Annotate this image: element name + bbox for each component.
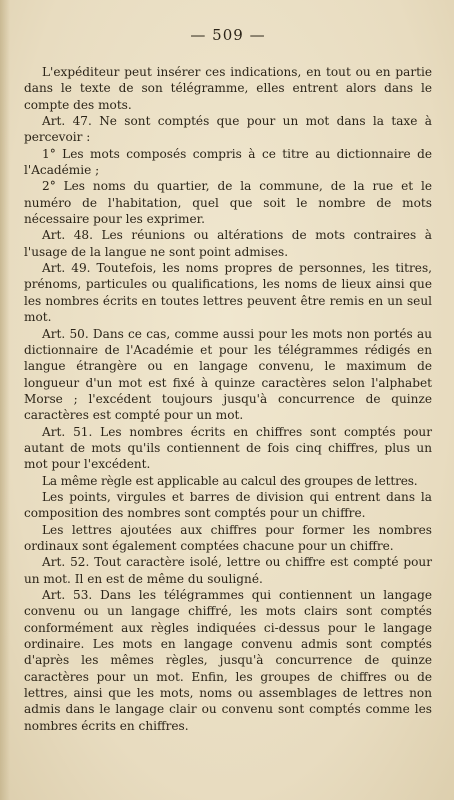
paragraph-art-50: Art. 50. Dans ce cas, comme aussi pour les mots non portés au dictionnaire de l'Académie et pour les télégrammes rédigés en langue étrangère ou en langage convenu, le maximum de longueur d'un mot est fixé à quinze caractères selon l'alphabet Morse ; l'excédent toujours jusqu'à concurrence de quinze caractères est compté pour un mot. — [24, 326, 432, 423]
paragraph-points-virgules: Les points, virgules et barres de division qui entrent dans la composition des nombres sont comptés pour un chiffre. — [24, 489, 432, 521]
paragraph-groupes-de-lettres: La même règle est applicable au calcul des groupes de lettres. — [42, 473, 418, 488]
paragraph-art-51: Art. 51. Les nombres écrits en chiffres sont comptés pour autant de mots qu'ils contiennent de fois cinq chiffres, plus un mot pour l'excédent. — [24, 424, 432, 472]
paragraph-art-52: Art. 52. Tout caractère isolé, lettre ou chiffre est compté pour un mot. Il en est de même du souligné. — [24, 555, 432, 586]
paragraph-art-49: Art. 49. Toutefois, les noms propres de personnes, les titres, prénoms, particules ou qualifications, les noms de lieux ainsi que les nombres écrits en toutes lettres peuvent être remis en un seul mot. — [24, 261, 432, 325]
paragraph-art-47: Art. 47. Ne sont comptés que pour un mot dans la taxe à percevoir : — [24, 114, 432, 145]
paragraph-art-47-item-1: 1° Les mots composés compris à ce titre au dictionnaire de l'Académie ; — [24, 146, 432, 178]
paragraph-art-48: Art. 48. Les réunions ou altérations de mots contraires à l'usage de la langue ne sont point admises. — [24, 228, 432, 259]
page-body — [24, 64, 432, 734]
page-number: — 509 — — [190, 26, 266, 44]
paragraph-art-47-item-2: 2° Les noms du quartier, de la commune, de la rue et le numéro de l'habitation, quel que soit le nombre de mots nécessaire pour les exprimer. — [24, 179, 432, 227]
paragraph-expediteur: L'expéditeur peut insérer ces indications, en tout ou en partie dans le texte de son télégramme, elles entrent alors dans le compte des mots. — [24, 65, 432, 112]
paragraph-lettres-ajoutees: Les lettres ajoutées aux chiffres pour former les nombres ordinaux sont également comptées chacune pour un chiffre. — [24, 522, 432, 553]
paragraph-art-53: Art. 53. Dans les télégrammes qui contiennent un langage convenu ou un langage chiffré, les mots clairs sont comptés conformément aux règles indiquées ci-dessus pour le langage ordinaire. Les mots en langage convenu admis sont comptés d'après les mêmes règles, jusqu'à concurrence de quinze caractères pour un mot. Enfin, les groupes de chiffres ou de lettres, ainsi que les mots, noms ou assemblages de lettres non admis dans le langage clair ou convenu sont comptés comme les nombres écrits en chiffres. — [24, 588, 432, 733]
